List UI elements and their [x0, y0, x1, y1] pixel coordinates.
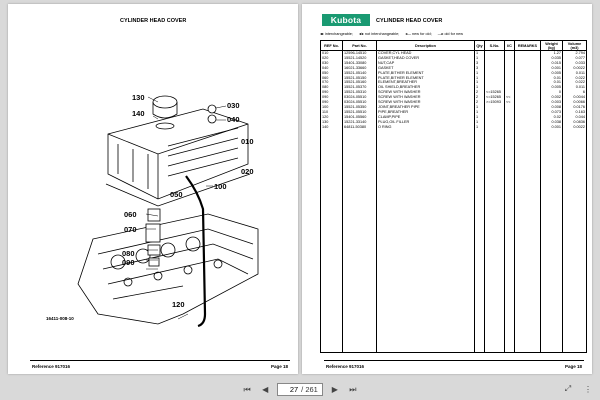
filler-cell — [563, 130, 587, 353]
col-serial-no: S.No. — [485, 41, 505, 51]
cell-qty: 1 — [475, 125, 485, 130]
cell-volume: 0.0176 — [563, 105, 587, 110]
filler-cell — [343, 130, 377, 353]
cell-part-no: 03024-05510 — [343, 95, 377, 100]
callout-060: 060 — [124, 210, 137, 219]
right-page — [302, 4, 592, 374]
cell-description: JOINT,BREATHER PIPE — [377, 105, 475, 110]
cell-part-no: 15521-05150 — [343, 76, 377, 81]
cell-ref-no: 030 — [321, 61, 343, 66]
cell-volume: 0.0022 — [563, 66, 587, 71]
cell-weight: 0 — [541, 90, 563, 95]
cell-weight: 0.008 — [541, 105, 563, 110]
last-page-icon[interactable]: ⏭ — [349, 384, 357, 394]
cell-weight: 0.073 — [541, 110, 563, 115]
cell-ref-no: 070 — [321, 80, 343, 85]
cell-part-no: 15521-05350 — [343, 105, 377, 110]
cell-serial-no: <=15265 — [485, 95, 505, 100]
cell-ic: << — [505, 100, 515, 105]
footer-rule — [324, 360, 584, 361]
cell-volume: 2.794 — [563, 51, 587, 56]
cell-ref-no: 120 — [321, 115, 343, 120]
callout-040: 040 — [227, 115, 240, 124]
cell-volume: 0.022 — [563, 76, 587, 81]
cell-ref-no: 060 — [321, 76, 343, 81]
cell-ref-no: 080 — [321, 85, 343, 90]
cell-description: SCREW WITH WASHER — [377, 100, 475, 105]
col-ref-no: REF No. — [321, 41, 343, 51]
cell-weight: 0.02 — [541, 115, 563, 120]
callout-080: 080 — [122, 249, 135, 258]
cell-qty: 2 — [475, 100, 485, 105]
page-selector[interactable] — [277, 383, 323, 396]
cell-qty: 1 — [475, 110, 485, 115]
cell-weight: 0.035 — [541, 56, 563, 61]
callout-020: 020 — [241, 167, 254, 176]
cell-ref-no: 050 — [321, 71, 343, 76]
cell-weight: 0.038 — [541, 120, 563, 125]
fullscreen-icon[interactable]: ⤢ — [564, 384, 572, 393]
cell-part-no: 15521-05310 — [343, 90, 377, 95]
callout-070: 070 — [124, 225, 137, 234]
total-pages: / 261 — [301, 385, 318, 394]
cell-volume: 0.044 — [563, 115, 587, 120]
cell-description: SCREW WITH WASHER — [377, 95, 475, 100]
cell-part-no: 15401-33080 — [343, 61, 377, 66]
first-page-icon[interactable]: ⏮ — [243, 384, 251, 394]
cell-qty: 1 — [475, 85, 485, 90]
callout-010: 010 — [241, 137, 254, 146]
cell-ic: << — [505, 95, 515, 100]
cell-description: GASKET — [377, 66, 475, 71]
cell-qty: 1 — [475, 115, 485, 120]
next-page-icon[interactable]: ▶ — [331, 385, 338, 394]
cell-qty: 1 — [475, 51, 485, 56]
interchange-legend — [320, 31, 463, 36]
cell-description: SCREW WITH WASHER — [377, 90, 475, 95]
cell-qty: 1 — [475, 80, 485, 85]
drawing-reference: 16411-008-10 — [46, 316, 74, 321]
callout-120: 120 — [172, 300, 185, 309]
cell-part-no: 16021-33660 — [343, 66, 377, 71]
cell-description: PLUG,OIL FILLER — [377, 120, 475, 125]
cell-part-no: 64811-50380 — [343, 125, 377, 130]
cell-part-no: 15401-05560 — [343, 115, 377, 120]
cell-qty: 1 — [475, 105, 485, 110]
cell-volume: 6 — [563, 90, 587, 95]
legend-item: ◂/▸ not interchangeable; — [358, 32, 400, 36]
cell-volume: 0.011 — [563, 71, 587, 76]
prev-page-icon[interactable]: ◀ — [262, 385, 269, 394]
menu-icon[interactable]: ⋮ — [584, 384, 592, 394]
left-footer-reference: Reference 917016 — [32, 364, 71, 369]
cell-volume: 0.011 — [563, 85, 587, 90]
cell-qty: 1 — [475, 120, 485, 125]
cell-weight: 1.27 — [541, 51, 563, 56]
col-qty: Qty — [475, 41, 485, 51]
filler-cell — [485, 130, 505, 353]
footer-rule — [30, 360, 290, 361]
cell-qty: 2 — [475, 95, 485, 100]
parts-table — [320, 40, 587, 353]
table-header-row — [321, 41, 587, 51]
cell-weight: 0.015 — [541, 61, 563, 66]
cylinder-head-cover-drawing — [8, 24, 298, 354]
viewer-toolbar — [0, 379, 600, 400]
cell-serial-no: <=15265 — [485, 90, 505, 95]
cell-ref-no: 040 — [321, 66, 343, 71]
right-footer-reference: Reference 917016 — [326, 364, 365, 369]
cell-ref-no: 100 — [321, 105, 343, 110]
callout-090: 090 — [122, 258, 135, 267]
cell-description: PLATE,BITHER ELEMENT — [377, 76, 475, 81]
cell-qty: 1 — [475, 71, 485, 76]
col-part-no: Part No. — [343, 41, 377, 51]
cell-volume: 0.033 — [563, 61, 587, 66]
col-description: Description — [377, 41, 475, 51]
cell-part-no: 15521-05160 — [343, 80, 377, 85]
cell-ref-no: 020 — [321, 56, 343, 61]
viewer-tools — [562, 383, 594, 395]
cell-volume: 0.022 — [563, 80, 587, 85]
cell-description: O RING — [377, 125, 475, 130]
cell-weight: 0.01 — [541, 76, 563, 81]
cell-part-no: 15521-05510 — [343, 110, 377, 115]
cell-description: NUT,CAP — [377, 61, 475, 66]
cell-volume: 0.077 — [563, 56, 587, 61]
legend-item: ◂— new for old; — [405, 32, 432, 36]
left-page — [8, 4, 298, 374]
cell-weight: 0.005 — [541, 71, 563, 76]
filler-cell — [475, 130, 485, 353]
cell-part-no: 15521-14520 — [343, 56, 377, 61]
legend-item: ◂▸ interchangeable; — [320, 32, 353, 36]
right-footer-page: Page 18 — [564, 364, 582, 369]
filler-cell — [505, 130, 515, 353]
col-volume: Volume (m3) — [563, 41, 587, 51]
cell-part-no: 15221-33140 — [343, 120, 377, 125]
cell-part-no: 12596-14510 — [343, 51, 377, 56]
cell-volume: 0.0066 — [563, 100, 587, 105]
cell-ref-no: 090 — [321, 100, 343, 105]
callout-100: 100 — [214, 182, 227, 191]
cell-description: GASKET,HEAD COVER — [377, 56, 475, 61]
cell-ref-no: 130 — [321, 120, 343, 125]
table-filler-row — [321, 130, 587, 353]
filler-cell — [515, 130, 541, 353]
filler-cell — [377, 130, 475, 353]
cell-description: PLATE,BITHER ELEMENT — [377, 71, 475, 76]
cell-volume: 0.0044 — [563, 95, 587, 100]
cell-volume: 0.0836 — [563, 120, 587, 125]
cell-volume: 0.163 — [563, 110, 587, 115]
callout-030: 030 — [227, 101, 240, 110]
col-remarks: REMARKS — [515, 41, 541, 51]
cell-qty: 3 — [475, 66, 485, 71]
cell-volume: 0.0022 — [563, 125, 587, 130]
cell-part-no: 03024-05510 — [343, 100, 377, 105]
cell-part-no: 15521-05140 — [343, 71, 377, 76]
col-ic: I/C — [505, 41, 515, 51]
cell-qty: 1 — [475, 76, 485, 81]
left-footer-page: Page 18 — [270, 364, 288, 369]
cell-part-no: 15521-05370 — [343, 85, 377, 90]
filler-cell — [321, 130, 343, 353]
cell-ref-no: 090 — [321, 90, 343, 95]
callout-130: 130 — [132, 93, 145, 102]
cell-serial-no: >=15093 — [485, 100, 505, 105]
cell-ref-no: 110 — [321, 110, 343, 115]
cell-weight: 0.001 — [541, 66, 563, 71]
kubota-logo: Kubota — [322, 14, 370, 26]
callout-140: 140 — [132, 109, 145, 118]
cell-description: ELEMENT,BREATHER — [377, 80, 475, 85]
cell-qty: 3 — [475, 61, 485, 66]
cell-qty: 1 — [475, 56, 485, 61]
current-page-input[interactable] — [282, 385, 298, 394]
cell-description: PIPE,BREATHER — [377, 110, 475, 115]
cell-weight: 0.001 — [541, 125, 563, 130]
cell-ref-no: 090 — [321, 95, 343, 100]
cell-ref-no: 010 — [321, 51, 343, 56]
callout-050: 050 — [170, 190, 183, 199]
cell-ref-no: 140 — [321, 125, 343, 130]
filler-cell — [541, 130, 563, 353]
cell-description: CLAMP,PIPE — [377, 115, 475, 120]
col-weight: Weight (kg) — [541, 41, 563, 51]
legend-item: —▸ old for new — [437, 32, 464, 36]
cell-weight: 0.002 — [541, 95, 563, 100]
cell-description: OIL SHIELD,BREATHER — [377, 85, 475, 90]
cell-weight: 0.003 — [541, 100, 563, 105]
left-page-title: CYLINDER HEAD COVER — [120, 18, 187, 24]
cell-description: COVER,CYL HEAD — [377, 51, 475, 56]
cell-qty: 2 — [475, 90, 485, 95]
right-page-title: CYLINDER HEAD COVER — [376, 18, 443, 24]
cell-weight: 0.01 — [541, 80, 563, 85]
cell-weight: 0.005 — [541, 85, 563, 90]
